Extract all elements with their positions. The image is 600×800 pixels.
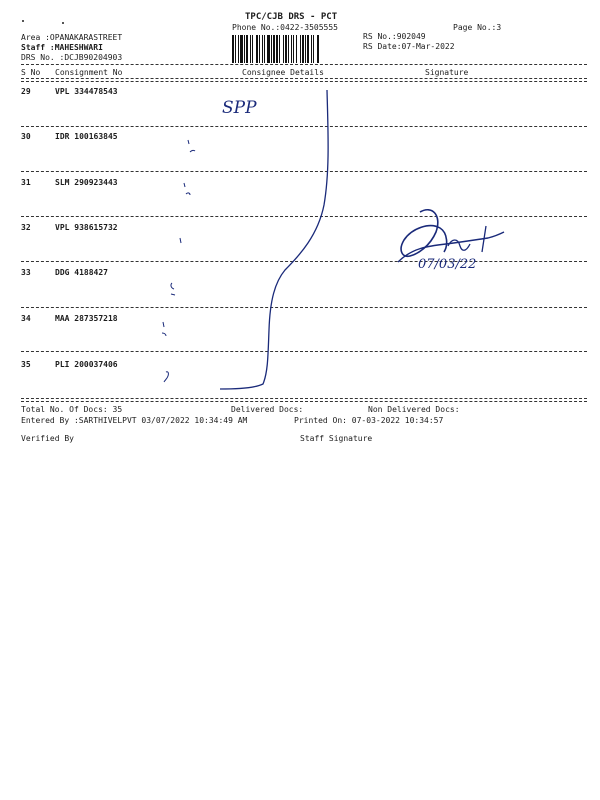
staff-signature-label: Staff Signature [300, 434, 373, 443]
ink-mark [162, 322, 166, 336]
column-header-signature: Signature [425, 68, 469, 77]
row-sno: 32 [21, 223, 31, 232]
document-title: TPC/CJB DRS - PCT [245, 12, 338, 22]
total-docs: Total No. Of Docs: 35 [21, 405, 123, 414]
row-consignment: VPL 334478543 [55, 87, 118, 96]
handwritten-line [220, 90, 328, 389]
ink-mark [171, 283, 175, 295]
row-sno: 34 [21, 314, 31, 323]
printed-on: Printed On: 07-03-2022 10:34:57 [294, 416, 444, 425]
row-sno: 31 [21, 178, 31, 187]
page-number: Page No.:3 [453, 23, 502, 32]
row-consignment: MAA 287357218 [55, 314, 118, 323]
row-consignment: SLM 290923443 [55, 178, 118, 187]
row-consignment: DDG 4188427 [55, 268, 108, 277]
column-header-consignment: Consignment No [55, 68, 123, 77]
handwritten-note: SPP [222, 98, 257, 118]
row-consignment: IDR 100163845 [55, 132, 118, 141]
delivered-docs: Delivered Docs: [231, 405, 304, 414]
ink-mark [180, 238, 181, 243]
row-sno: 30 [21, 132, 31, 141]
row-consignment: PLI 200037406 [55, 360, 118, 369]
column-header-sno: S No [21, 68, 41, 77]
row-sno: 35 [21, 360, 31, 369]
column-header-details: Consignee Details [242, 68, 324, 77]
phone-number: Phone No.:0422-3505555 [232, 23, 338, 32]
row-consignment: VPL 938615732 [55, 223, 118, 232]
row-sno: 29 [21, 87, 31, 96]
area-field: Area :OPANAKARASTREET [21, 33, 123, 42]
ink-mark [188, 140, 195, 152]
drs-number-field: DRS No. :DCJB90204903 [21, 53, 123, 62]
row-sno: 33 [21, 268, 31, 277]
entered-by: Entered By :SARTHIVELPVT 03/07/2022 10:34:49 AM [21, 416, 248, 425]
ink-mark [184, 183, 190, 195]
non-delivered-docs: Non Delivered Docs: [368, 405, 460, 414]
handwritten-signature [398, 210, 504, 272]
rs-date-field: RS Date:07-Mar-2022 [363, 42, 455, 51]
signature-date: 07/03/22 [418, 257, 477, 272]
staff-field: Staff :MAHESHWARI [21, 43, 103, 52]
ink-mark [164, 372, 168, 382]
rs-number-field: RS No.:902049 [363, 32, 426, 41]
verified-by-label: Verified By [21, 434, 74, 443]
